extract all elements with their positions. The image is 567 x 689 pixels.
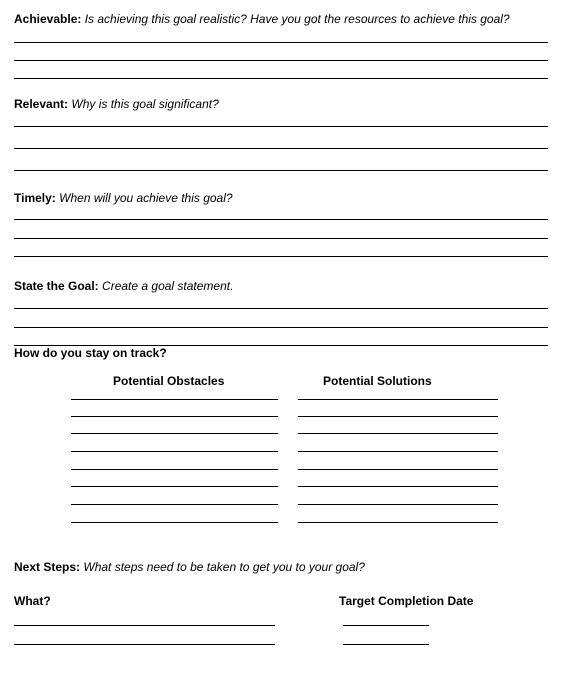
achievable-answer-line-3[interactable]	[14, 78, 548, 79]
solution-line-6[interactable]	[298, 486, 498, 487]
solutions-header: Potential Solutions	[323, 374, 432, 388]
timely-prompt	[14, 191, 233, 205]
timely-answer-line-1[interactable]	[14, 219, 548, 220]
obstacle-line-3[interactable]	[71, 433, 278, 434]
timely-question: When will you achieve this goal?	[59, 191, 233, 205]
solution-line-5[interactable]	[298, 469, 498, 470]
next-steps-label: Next Steps:	[14, 560, 81, 574]
timely-answer-line-3[interactable]	[14, 256, 548, 257]
obstacle-line-4[interactable]	[71, 451, 278, 452]
obstacles-header: Potential Obstacles	[113, 374, 225, 388]
solution-line-2[interactable]	[298, 416, 498, 417]
obstacle-line-7[interactable]	[71, 504, 278, 505]
solution-line-7[interactable]	[298, 504, 498, 505]
relevant-question: Why is this goal significant?	[71, 97, 219, 111]
obstacle-line-8[interactable]	[71, 522, 278, 523]
relevant-answer-line-3[interactable]	[14, 170, 548, 171]
next-steps-question: What steps need to be taken to get you to your goal?	[83, 560, 365, 574]
state-goal-question: Create a goal statement.	[102, 279, 234, 293]
achievable-answer-line-1[interactable]	[14, 42, 548, 43]
timely-label: Timely:	[14, 191, 56, 205]
relevant-prompt	[14, 97, 219, 111]
solution-line-1[interactable]	[298, 399, 498, 400]
what-line-2[interactable]	[14, 644, 275, 645]
relevant-label: Relevant:	[14, 97, 69, 111]
achievable-answer-line-2[interactable]	[14, 60, 548, 61]
achievable-prompt	[14, 12, 510, 26]
solution-line-3[interactable]	[298, 433, 498, 434]
obstacle-line-5[interactable]	[71, 469, 278, 470]
achievable-question: Is achieving this goal realistic? Have you got the resources to achieve this goal?	[84, 12, 510, 26]
target-date-label: Target Completion Date	[339, 594, 474, 608]
relevant-answer-line-1[interactable]	[14, 126, 548, 127]
solution-line-4[interactable]	[298, 451, 498, 452]
target-date-line-1[interactable]	[343, 625, 429, 626]
what-line-1[interactable]	[14, 625, 275, 626]
achievable-label: Achievable:	[14, 12, 82, 26]
obstacle-line-6[interactable]	[71, 486, 278, 487]
state-goal-label: State the Goal:	[14, 279, 99, 293]
state-goal-prompt	[14, 279, 233, 293]
obstacle-line-1[interactable]	[71, 399, 278, 400]
target-date-line-2[interactable]	[343, 644, 429, 645]
relevant-answer-line-2[interactable]	[14, 148, 548, 149]
track-heading: How do you stay on track?	[14, 346, 167, 360]
solution-line-8[interactable]	[298, 522, 498, 523]
obstacle-line-2[interactable]	[71, 416, 278, 417]
next-steps-prompt	[14, 560, 365, 574]
goal-answer-line-1[interactable]	[14, 308, 548, 309]
timely-answer-line-2[interactable]	[14, 238, 548, 239]
goal-answer-line-2[interactable]	[14, 327, 548, 328]
what-label: What?	[14, 594, 51, 608]
